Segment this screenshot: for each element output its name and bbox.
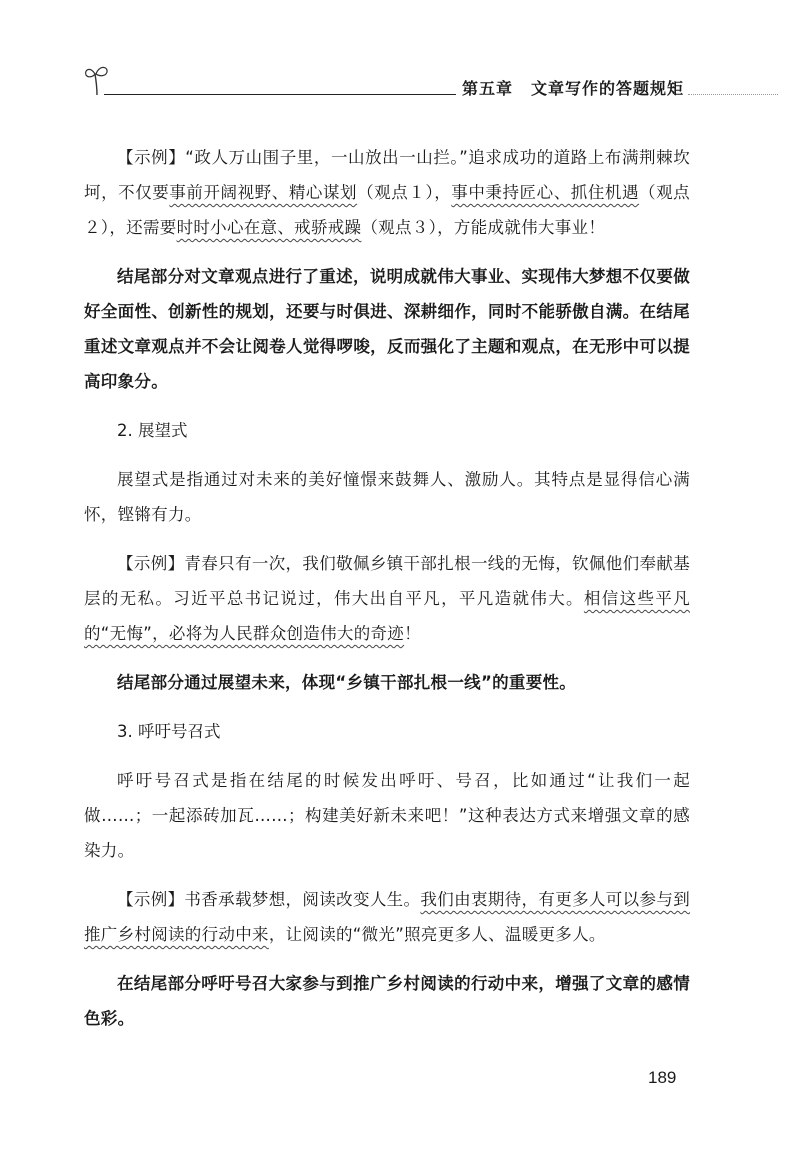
text-run: 书香承载梦想，阅读改变人生。 xyxy=(184,890,421,909)
text-run: ！ xyxy=(404,624,421,643)
underlined-point: 时时小心在意、戒骄戒躁 xyxy=(176,218,362,237)
text-run: “政人万山围子里，一山放出一山拦。”追求成功的道路上布满荆棘坎坷，不仅要 xyxy=(84,148,690,202)
text-run: （观点３），方能成就伟大事业！ xyxy=(361,218,606,237)
underlined-point: 事前开阔视野、精心谋划 xyxy=(169,183,358,202)
underlined-point: 相信这些平凡的“无悔”，必将为人民群众创造伟大的奇迹 xyxy=(84,589,690,643)
text-run: （观点２），还需要 xyxy=(84,183,690,237)
text-run: 青春只有一次，我们敬佩乡镇干部扎根一线的无悔，钦佩他们奉献基层的无私。习近平总书记说过，伟大出自平凡，平凡造就伟大。 xyxy=(84,554,691,608)
example-label: 【示例】 xyxy=(117,554,185,573)
text-run: （观点１）， xyxy=(357,183,452,202)
example-paragraph-3 xyxy=(84,882,690,952)
header-rule xyxy=(104,94,456,95)
chapter-number: 第五章 xyxy=(462,79,514,98)
analysis-paragraph-1: 结尾部分对文章观点进行了重述，说明成就伟大事业、实现伟大梦想不仅要做好全面性、创新性的规划，还要与时俱进、深耕细作，同时不能骄傲自满。在结尾重述文章观点并不会让阅卷人觉得啰唆，反而强化了主题和观点，在无形中可以提高印象分。 xyxy=(84,267,690,391)
underlined-point: 我们由衷期待，有更多人可以参与到推广乡村阅读的行动中来 xyxy=(84,890,691,944)
chapter-title: 文章写作的答题规矩 xyxy=(531,79,685,98)
text-run: ，让阅读的“微光”照亮更多人、温暖更多人。 xyxy=(268,925,606,944)
page-number: 189 xyxy=(648,1068,677,1087)
page-body xyxy=(84,140,690,1036)
example-paragraph-1 xyxy=(84,140,690,245)
running-header xyxy=(462,76,684,99)
header-rule-tail xyxy=(688,94,778,95)
sprout-icon xyxy=(84,62,110,96)
analysis-paragraph-3: 在结尾部分呼吁号召大家参与到推广乡村阅读的行动中来，增强了文章的感情色彩。 xyxy=(84,974,690,1028)
section-heading-2: 2. 展望式 xyxy=(117,421,188,440)
example-label: 【示例】 xyxy=(117,148,186,167)
example-paragraph-2 xyxy=(84,546,690,651)
section-heading-3: 3. 呼吁号召式 xyxy=(117,722,221,741)
analysis-paragraph-2: 结尾部分通过展望未来，体现“乡镇干部扎根一线”的重要性。 xyxy=(117,673,577,692)
example-label: 【示例】 xyxy=(117,890,185,909)
definition-paragraph-3: 呼吁号召式是指在结尾的时候发出呼吁、号召，比如通过“让我们一起做……；一起添砖加瓦……；构建美好新未来吧！”这种表达方式来增强文章的感染力。 xyxy=(84,771,690,860)
underlined-point: 事中秉持匠心、抓住机遇 xyxy=(451,183,640,202)
definition-paragraph-2: 展望式是指通过对未来的美好憧憬来鼓舞人、激励人。其特点是显得信心满怀，铿锵有力。 xyxy=(84,470,690,524)
